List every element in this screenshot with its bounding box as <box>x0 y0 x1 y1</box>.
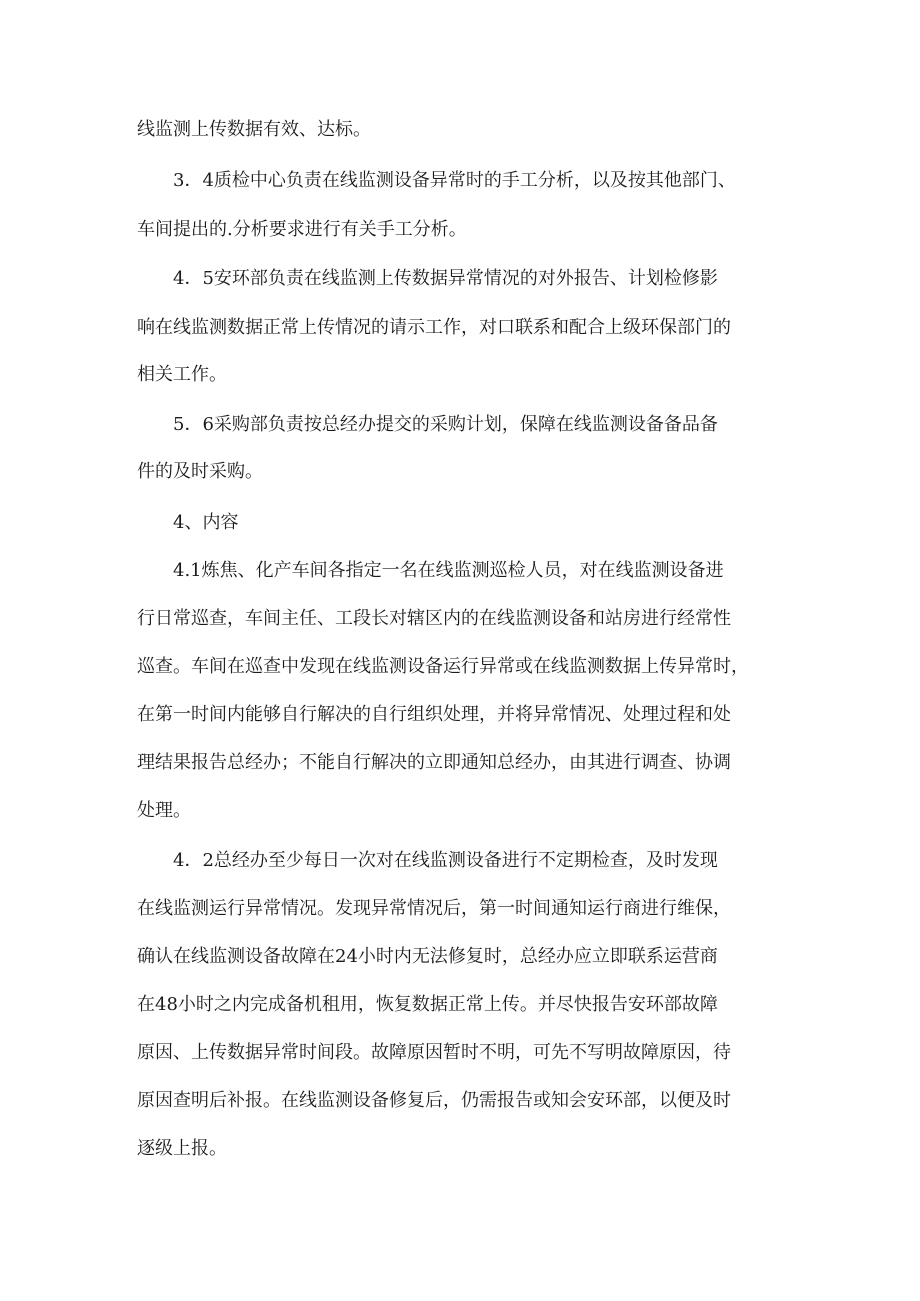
paragraph-line: 处理。 <box>137 800 191 821</box>
paragraph-line: 原因查明后补报。在线监测设备修复后，仍需报告或知会安环部，以便及时 <box>137 1090 731 1111</box>
paragraph-line: 逐级上报。 <box>137 1138 227 1159</box>
paragraph-line: 巡查。车间在巡查中发现在线监测设备运行异常或在线监测数据上传异常时， <box>137 656 749 677</box>
paragraph-line: 行日常巡查，车间主任、工段长对辖区内的在线监测设备和站房进行经常性 <box>137 608 731 629</box>
paragraph-line: 3．4质检中心负责在线监测设备异常时的手工分析，以及按其他部门、 <box>173 170 736 191</box>
section-heading: 4、内容 <box>173 512 239 533</box>
paragraph-line: 响在线监测数据正常上传情况的请示工作，对口联系和配合上级环保部门的 <box>137 317 731 338</box>
paragraph-line: 4.1炼焦、化产车间各指定一名在线监测巡检人员，对在线监测设备进 <box>173 560 724 581</box>
paragraph-line: 线监测上传数据有效、达标。 <box>137 119 371 140</box>
paragraph-line: 确认在线监测设备故障在24小时内无法修复时，总经办应立即联系运营商 <box>137 946 718 967</box>
paragraph-line: 在48小时之内完成备机租用，恢复数据正常上传。并尽快报告安环部故障 <box>137 994 718 1015</box>
paragraph-line: 件的及时采购。 <box>137 461 263 482</box>
paragraph-line: 在第一时间内能够自行解决的自行组织处理，并将异常情况、处理过程和处 <box>137 704 731 725</box>
paragraph-line: 车间提出的.分析要求进行有关手工分析。 <box>137 219 467 240</box>
paragraph-line: 4．2总经办至少每日一次对在线监测设备进行不定期检查，及时发现 <box>173 850 718 871</box>
paragraph-line: 相关工作。 <box>137 364 227 385</box>
paragraph-line: 5．6采购部负责按总经办提交的采购计划，保障在线监测设备备品备 <box>173 414 718 435</box>
paragraph-line: 原因、上传数据异常时间段。故障原因暂时不明，可先不写明故障原因，待 <box>137 1042 731 1063</box>
paragraph-line: 4．5安环部负责在线监测上传数据异常情况的对外报告、计划检修影 <box>173 268 718 289</box>
paragraph-line: 理结果报告总经办；不能自行解决的立即通知总经办，由其进行调查、协调 <box>137 752 731 773</box>
paragraph-line: 在线监测运行异常情况。发现异常情况后，第一时间通知运行商进行维保， <box>137 898 731 919</box>
